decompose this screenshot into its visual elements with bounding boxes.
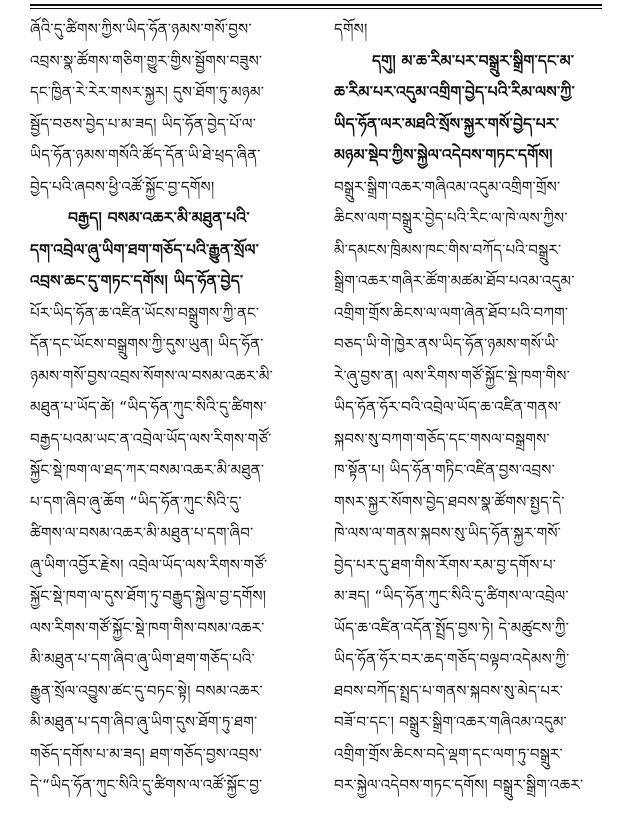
text-line: མ་ཟད། “ཡིད་ཧོན་ཀུང་སིའི་དུ་ཚིགས་ལ་འབྲེལ་ [334,587,569,605]
text-line: བྱེད་པའི་ཞབས་ཕྱི་འཚོ་སྐྱོང་བྱ་དགོས། [30,177,215,196]
text-line: གསར་སྐྱར་སོགས་བྱེད་ཐབས་སྣ་ཚོགས་སྤྱད་དེ་ [334,492,565,511]
text-line: དོན་དང་ཡོངས་བསྒྲུགས་ཀྱི་དུས་ཡུན། ཡིད་ཧོན་ [30,335,264,353]
text-line: དེ་“ཡིད་ཧོན་ཀུང་སིའི་དུ་ཚིགས་ལ་འཚོ་སྐྱོང་བྱ་ [30,776,263,794]
text-line: མཐུན་པ་ཡོད་ཚེ། “ཡིད་ཧོན་ཀུང་སིའི་དུ་ཚིགས་ [30,398,267,416]
text-line: ལས་རིགས་གཙོ་སྐྱོང་སྡེ་ཁག་གིས་བསམ་འཆར་ [30,618,265,637]
text-line: བཟོ་བ་དང་། བསྒྲུར་སྒྲིག་འཆར་གཞིའམ་འདུམ་ [334,713,567,731]
text-line: བརྒྱད། བསམ་འཆར་མི་མཐུན་པའི་ [68,209,250,227]
text-line: ཉམས་གསོ་བྱས་འབྲས་སོགས་ལ་བསམ་འཆར་མི་ [30,366,273,385]
header-rule-thin [30,8,602,9]
text-line: ཚིགས་ལ་བསམ་འཆར་མི་མཐུན་པ་དག་ཞིབ་ [30,524,254,542]
text-line: འགྲིག་གྲོས་ཆིངས་ལ་ལག་ཞེན་ཐོབ་པའི་བཀག་ [334,303,569,322]
text-line: ཡིད་ཧོན་ཉམས་གསོའི་ཚོད་དོན་ཡི་ཐེ་ཕྲད་ཞིན་ [30,146,261,164]
text-line: མི་དམངས་ཁྲིམས་ཁང་གིས་བཀོད་པའི་བསྒྲུར་ [334,240,562,259]
text-line: མཉམ་སྡེབ་ཀྱིས་སྐྱེལ་འདེབས་གཏང་དགོས། [334,146,553,164]
text-line: དང་ཁྱིན་རེ་རེར་གསར་སྐྱར། དུས་ཐོག་ཏུ་མཉམ་ [30,83,265,101]
text-line: སྦྱོད་བཅས་བྱེད་པ་མ་ཟད། ཡིད་ཧོན་བྱེད་པོ་ལ་ [30,114,257,133]
text-line: ཞོའི་དུ་ཚིགས་ཀྱིས་ཡིད་ཧོན་ཉམས་གསོ་བྱས་ [30,20,252,38]
left-column [30,14,322,802]
text-line: འབྲས་སྣ་ཚོགས་གཅིག་གྱུར་གྱིས་སྦྱོགས་བཟུས་ [30,51,263,70]
text-line: དགུ། མ་ཆ་རིམ་པར་བསྒྲུར་སྒྲིག་དང་མ་ [372,51,575,70]
text-line: བར་སྐྱེལ་འདེབས་གཏང་དགོས། བསྒྲུར་སྒྲིག་འཆར་ [334,776,584,794]
header-rule [30,4,602,6]
text-line: པ་དག་ཞིབ་ཞུ་ཆོག “ཡིད་ཧོན་ཀུང་སིའི་དུ་ [30,492,242,511]
text-line: རྒྱུན་སྲོལ་འབྱུས་ཚང་དུ་བཏང་སྟེ། བསམ་འཆར་ [30,681,263,700]
text-line: ཆ་རིམ་པར་འདུམ་འགྲིག་བྱེད་པའི་རིམ་ལས་ཀྱི་ [334,83,575,101]
text-line: དག་འབྲེལ་ཞུ་ཡིག་ཐག་གཅོད་པའི་རྒྱུན་སྲོལ་ [30,240,260,259]
text-line: སྐབས་སུ་བཀག་གཅོད་དང་གསལ་བསྒྲགས་ [334,429,550,448]
text-line: བརྒྱད་པའམ་ཡང་ན་འབྲེལ་ཡོད་ལས་རིགས་གཙོ་ [30,429,272,448]
text-line: འབྲས་ཆང་དུ་གཏང་དགོས། ཡིད་ཧོན་བྱེད་ [30,272,244,290]
text-line: སྒྲིག་འཆར་གཞིར་ཚོག་མཚམ་ཐོབ་པའམ་འདུམ་ [334,272,575,290]
text-line: ཁ་སྟོན་པ། ཡིད་ཧོན་གཏིང་འཛིན་བྱས་འབྲས་ [334,461,555,479]
text-line: ཡིད་ཧོན་ཧོར་བའི་འབྲེལ་ཡོད་ཆ་འཛིན་གནས་ [334,398,562,416]
text-line: པོར་ཡིད་ཧོན་ཆ་འཛིན་ཡོངས་བསྒྲུགས་ཀྱི་ནང་ [30,303,260,322]
text-line: སྐྱོང་སྡེ་ཁག་ལ་ཐད་ཀར་བསམ་འཆར་མི་མཐུན་ [30,461,265,479]
text-line: ཞུ་ཡིག་འབྱོར་རྗེས། འབྲེལ་ཡོད་ལས་རིགས་གཙོ་ [30,555,268,574]
text-line: བྱེད་པར་དུ་ཐག་གིས་རོགས་རམ་བྱ་དགོས་པ་ [334,555,557,574]
text-line: གཅོད་དགོས་པ་མ་ཟད། ཐག་གཅོད་བྱས་འབྲས་ [30,744,263,763]
text-line: མི་མཐུན་པ་དག་ཞིབ་ཞུ་ཡིག་དུས་ཐོག་ཏུ་ཐག་ [30,713,258,731]
text-line: སྐྱོང་སྡེ་ཁག་ལ་དུས་ཐོག་ཏུ་བརྒྱུད་སྐྱེལ་བྱ་དགོས། [30,587,267,605]
text-line: དགོས། [334,20,368,38]
text-line: ཁེ་ལས་ལ་གནས་སྐབས་སུ་ཡིད་ཧོན་སྐྱར་གསོ་ [334,524,562,542]
text-line: ཡོད་ཆ་འཛིན་འདོན་སྤྲོད་བྱས་ཏེ། དེ་མཚུངས་ཀྱི་ [334,618,570,637]
text-line: བསྒྲུར་སྒྲིག་འཆར་གཞིའམ་འདུམ་འགྲིག་གྲོས་ [334,177,561,196]
right-column [334,14,604,802]
text-line: རེ་ཞུ་བྱས་ན། ལས་རིགས་གཙོ་སྐྱོང་སྡེ་ཁག་གིས་ [334,366,570,385]
text-line: འགྲིག་གྲོས་ཆིངས་བདེ་ལྡག་དང་ལག་ཏུ་བསྒྲུར་ [334,744,563,763]
text-line: བཅད་ཡི་གེ་ཁྱེར་ནས་ཡིད་ཧོན་ཉམས་གསོ་ཡི་ [334,335,559,353]
text-line: ཐབས་བཀོད་སྤྲད་པ་གནས་སྐབས་སུ་མེད་པར་ [334,681,564,700]
text-line: ཡིད་ཧོན་ཧོར་བར་ཆད་གཅོད་བལྟབ་འདེམས་ཀྱི་ [334,650,570,668]
text-line: ཆིངས་ལག་བསྒྲུར་བྱེད་པའི་རིང་ལ་ཁེ་ལས་ཀྱིས་ [334,209,568,227]
text-line: ཡིད་ཧོན་ལར་མཐའི་སྲོས་སྐྱར་གསོ་བྱེད་པར་ [334,114,560,133]
text-line: མི་མཐུན་པ་དག་ཞིབ་ཞུ་ཡིག་ཐག་གཅོད་པའི་ [30,650,255,668]
